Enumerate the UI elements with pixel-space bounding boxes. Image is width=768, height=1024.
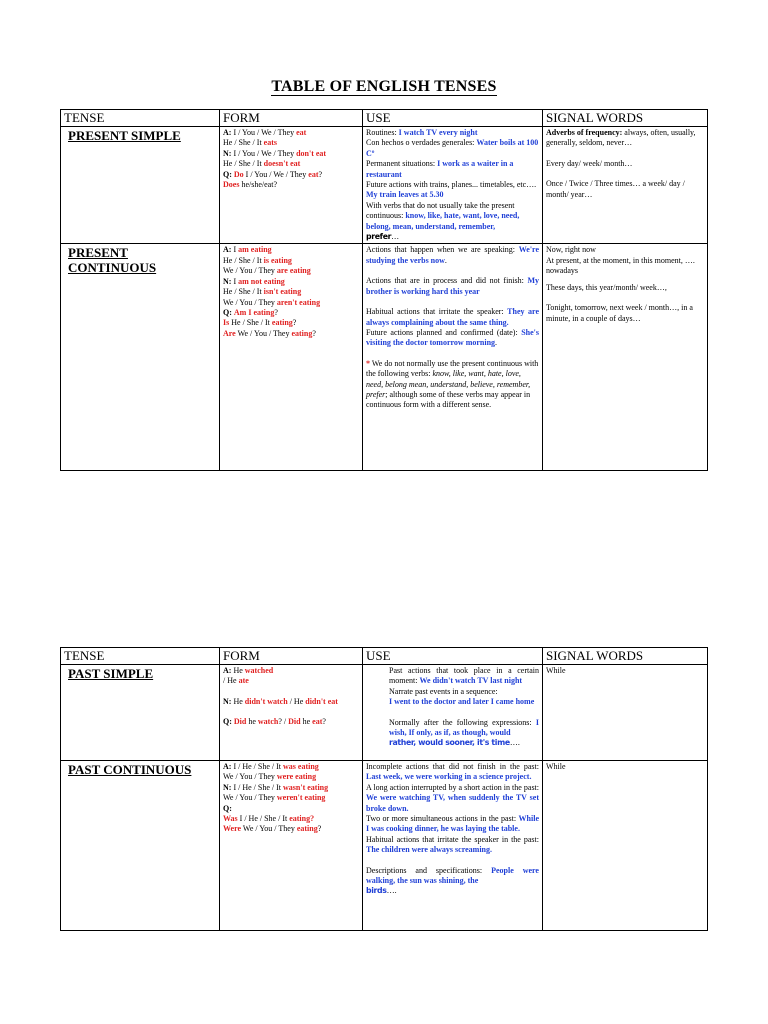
header-form: FORM [220, 110, 363, 127]
header-signal-words: SIGNAL WORDS [543, 648, 708, 665]
form-cell: A: I / He / She / It was eating We / You / They were eating N: I / He / She / It wasn't eating We / You / They weren't eating Q: Was I / He / She / It eating? Were We / You / They eating? [220, 761, 363, 931]
header-signal-words: SIGNAL WORDS [543, 110, 708, 127]
table-row [61, 761, 708, 931]
header-use: USE [363, 110, 543, 127]
form-cell: A: I / You / We / They eat He / She / It eats N: I / You / We / They don't eat He / She / It doesn't eat Q: Do I / You / We / They eat? Does he/she/eat? [220, 127, 363, 244]
header-form: FORM [220, 648, 363, 665]
form-cell: A: I am eating He / She / It is eating We / You / They are eating N: I am not eating He / She / It isn't eating We / You / They aren't eating Q: Am I eating? Is He / She / It eating? Are We / You / They eating? [220, 244, 363, 471]
table-row [61, 665, 708, 761]
tense-name: PRESENT SIMPLE [68, 128, 181, 143]
use-cell: Past actions that took place in a certain moment: We didn't watch TV last night Narrate past events in a sequence: I went to the doctor and later I came home Normally after the following expressions: I wish, If only, as if, as though, would rather, would sooner, it's time…. [363, 665, 543, 761]
present-tenses-table [60, 109, 708, 471]
past-tenses-table [60, 647, 708, 931]
use-cell: Incomplete actions that did not finish in the past: Last week, we were working in a science project. A long action interrupted by a short action in the past: We were watching TV, when suddenly the TV set broke down. Two or more simultaneous actions in the past: While I was cooking dinner, he was laying the table. Habitual actions that irritate the speaker in the past: The children were always screaming. Descriptions and specifications: People were walking, the sun was shining, the birds…. [363, 761, 543, 931]
tense-cell [61, 244, 220, 471]
table-header-row [61, 648, 708, 665]
document-title: TABLE OF ENGLISH TENSES [271, 78, 497, 95]
tense-cell [61, 665, 220, 761]
table-row [61, 244, 708, 471]
table-header-row [61, 110, 708, 127]
use-cell: Routines: I watch TV every night Con hechos o verdades generales: Water boils at 100 Cº Permanent situations: I work as a waiter in a restaurant Future actions with trains, planes... timetables, etc…. My train leaves at 5.30 With verbs that do not usually take the present continuous: know, like, hate, want, love, need, belong, mean, understand, remember, prefer… [363, 127, 543, 244]
tense-name: PAST SIMPLE [68, 666, 154, 681]
tense-name: PRESENT CONTINUOUS [68, 245, 157, 276]
signal-cell: While [543, 665, 708, 761]
tense-cell [61, 127, 220, 244]
table-row [61, 127, 708, 244]
use-cell: Actions that happen when we are speaking: We're studying the verbs now. Actions that are in process and did not finish: My brother is working hard this year Habitual actions that irritate the speaker: They are always complaining about the same thing. Future actions planned and confirmed (date): She's visiting the doctor tomorrow morning. * We do not normally use the present continuous with the following verbs: know, like, want, hate, love, need, belong mean, understand, believe, remember, prefer; although some of these verbs may appear in continuous form with a different sense. [363, 244, 543, 471]
signal-cell: Adverbs of frequency: always, often, usually, generally, seldom, never… Every day/ week/ month… Once / Twice / Three times… a week/ day / month/ year… [543, 127, 708, 244]
signal-cell: Now, right now At present, at the moment, in this moment, …. nowadays These days, this year/month/ week…, Tonight, tomorrow, next week / month…, in a minute, in a couple of days… [543, 244, 708, 471]
header-tense: TENSE [61, 110, 220, 127]
header-use: USE [363, 648, 543, 665]
tense-cell [61, 761, 220, 931]
signal-cell: While [543, 761, 708, 931]
header-tense: TENSE [61, 648, 220, 665]
form-cell: A: He watched / He ate N: He didn't watch / He didn't eat Q: Did he watch? / Did he eat? [220, 665, 363, 761]
tense-name: PAST CONTINUOUS [68, 762, 192, 777]
